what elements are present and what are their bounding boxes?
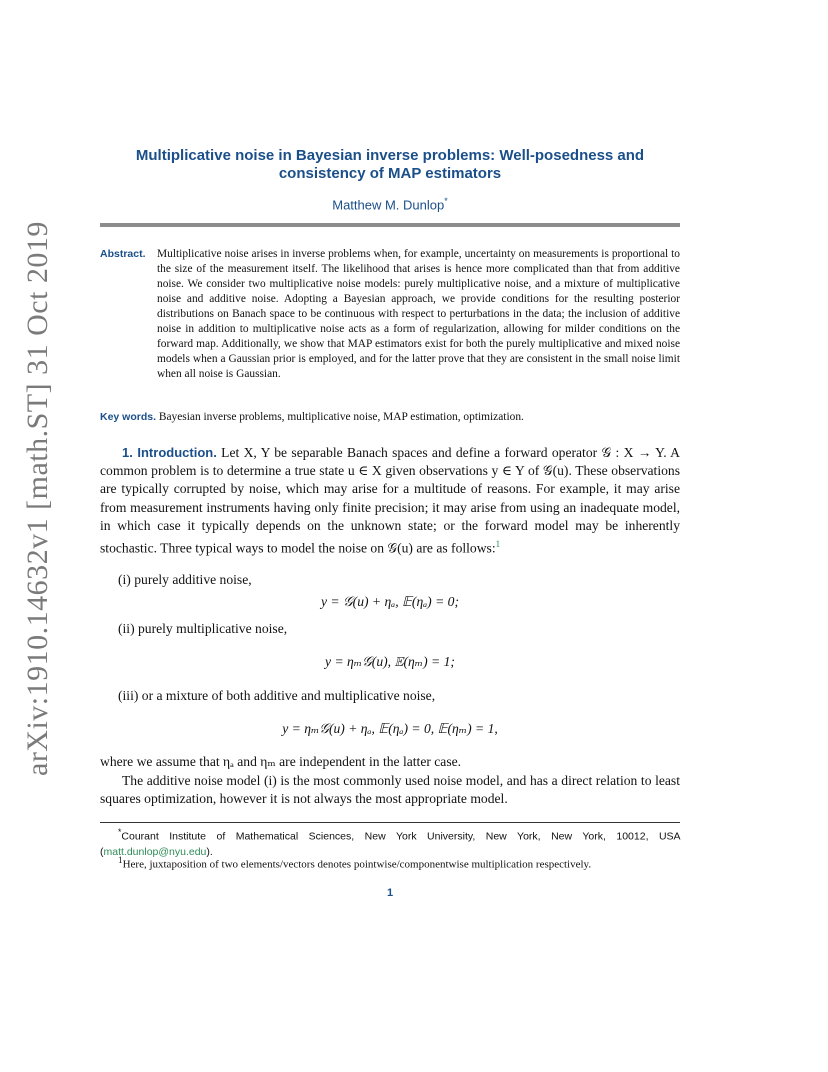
equation-1: y = 𝒢(u) + ηₐ, 𝔼(ηₐ) = 0;	[320, 594, 459, 609]
footnote-1-text: Here, juxtaposition of two elements/vectors denotes pointwise/componentwise multiplication respectively.	[122, 858, 592, 871]
footnote-rule	[100, 822, 680, 823]
affiliation-text: Courant Institute of Mathematical Sciences, New York University, New York, New York, 10012, USA	[121, 830, 680, 843]
author-name: Matthew M. Dunlop	[332, 197, 445, 213]
equation-2: y = ηₘ𝒢(u), 𝔼(ηₘ) = 1;	[325, 654, 455, 669]
page-number: 1	[386, 887, 394, 899]
footnote-ref[interactable]: 1	[495, 539, 501, 550]
email-link[interactable]: matt.dunlop@nyu.edu	[103, 845, 207, 858]
keywords	[100, 410, 680, 425]
intro-text: Let X, Y be separable Banach spaces and define a forward operator 𝒢 : X → Y. A common problem is to determine a true state u ∈ X given observations y ∈ Y of 𝒢(u). These observations are typically corrupted by noise, which may arise for a multitude of reasons. For example, it may arise from measurement instruments having only finite precision; it may arise from using an inadequate model, in which case it typically depends on the unknown state; or the forward model may be inherently stochastic. Three typical ways to model the noise on 𝒢(u) are as follows:	[100, 445, 680, 556]
keywords-label: Key words.	[100, 411, 157, 423]
list-item-1: (i) purely additive noise,	[118, 572, 252, 587]
affiliation-mark: *	[118, 827, 122, 837]
footnote-affiliation: *Courant Institute of Mathematical Sciences, New York University, New York, New York, 10012, USA (matt.dunlop@nyu.edu).	[100, 827, 680, 858]
after-items-text: where we assume that ηₐ and ηₘ are independent in the latter case.	[100, 754, 462, 769]
author-line	[100, 196, 680, 212]
abstract	[100, 247, 680, 382]
section-heading: 1. Introduction.	[122, 445, 217, 460]
abstract-text: Multiplicative noise arises in inverse problems when, for example, uncertainty on measurements is proportional to the size of the measurement itself. The likelihood that arises is hence more complicated than that from additive noise. We consider two multiplicative noise models: purely multiplicative noise, and a mixture of multiplicative noise and additive noise. Adopting a Bayesian approach, we provide conditions for the resulting posterior distributions on Banach space to be continuous with respect to perturbations in the data; the inclusion of additive noise in addition to multiplicative noise acts as a form of regularization, allowing for milder conditions on the forward map. Additionally, we show that MAP estimators exist for both the purely multiplicative and mixed noise models when a Gaussian prior is employed, and for the latter prove that they are consistent in the small noise limit when all noise is Gaussian.	[157, 248, 680, 380]
footnote-1	[100, 853, 680, 873]
keywords-text: Bayesian inverse problems, multiplicative noise, MAP estimation, optimization.	[158, 411, 524, 423]
paragraph-2: The additive noise model (i) is the most commonly used noise model, and has a direct relation to least squares optimization, however it is not always the most appropriate model.	[100, 773, 680, 807]
list-item-3: (iii) or a mixture of both additive and multiplicative noise,	[118, 688, 436, 703]
list-item-2: (ii) purely multiplicative noise,	[118, 621, 288, 636]
title-rule	[100, 223, 680, 227]
arxiv-identifier: arXiv:1910.14632v1 [math.ST] 31 Oct 2019	[21, 221, 54, 776]
equation-3: y = ηₘ𝒢(u) + ηₐ, 𝔼(ηₐ) = 0, 𝔼(ηₘ) = 1,	[282, 721, 498, 736]
paper-title: Multiplicative noise in Bayesian inverse problems: Well-posedness and consistency of MAP estimators	[135, 147, 645, 182]
abstract-label: Abstract.	[100, 248, 146, 260]
author-mark: *	[444, 196, 448, 206]
intro-paragraph	[100, 444, 680, 558]
footnote-1-mark: 1	[118, 855, 123, 865]
